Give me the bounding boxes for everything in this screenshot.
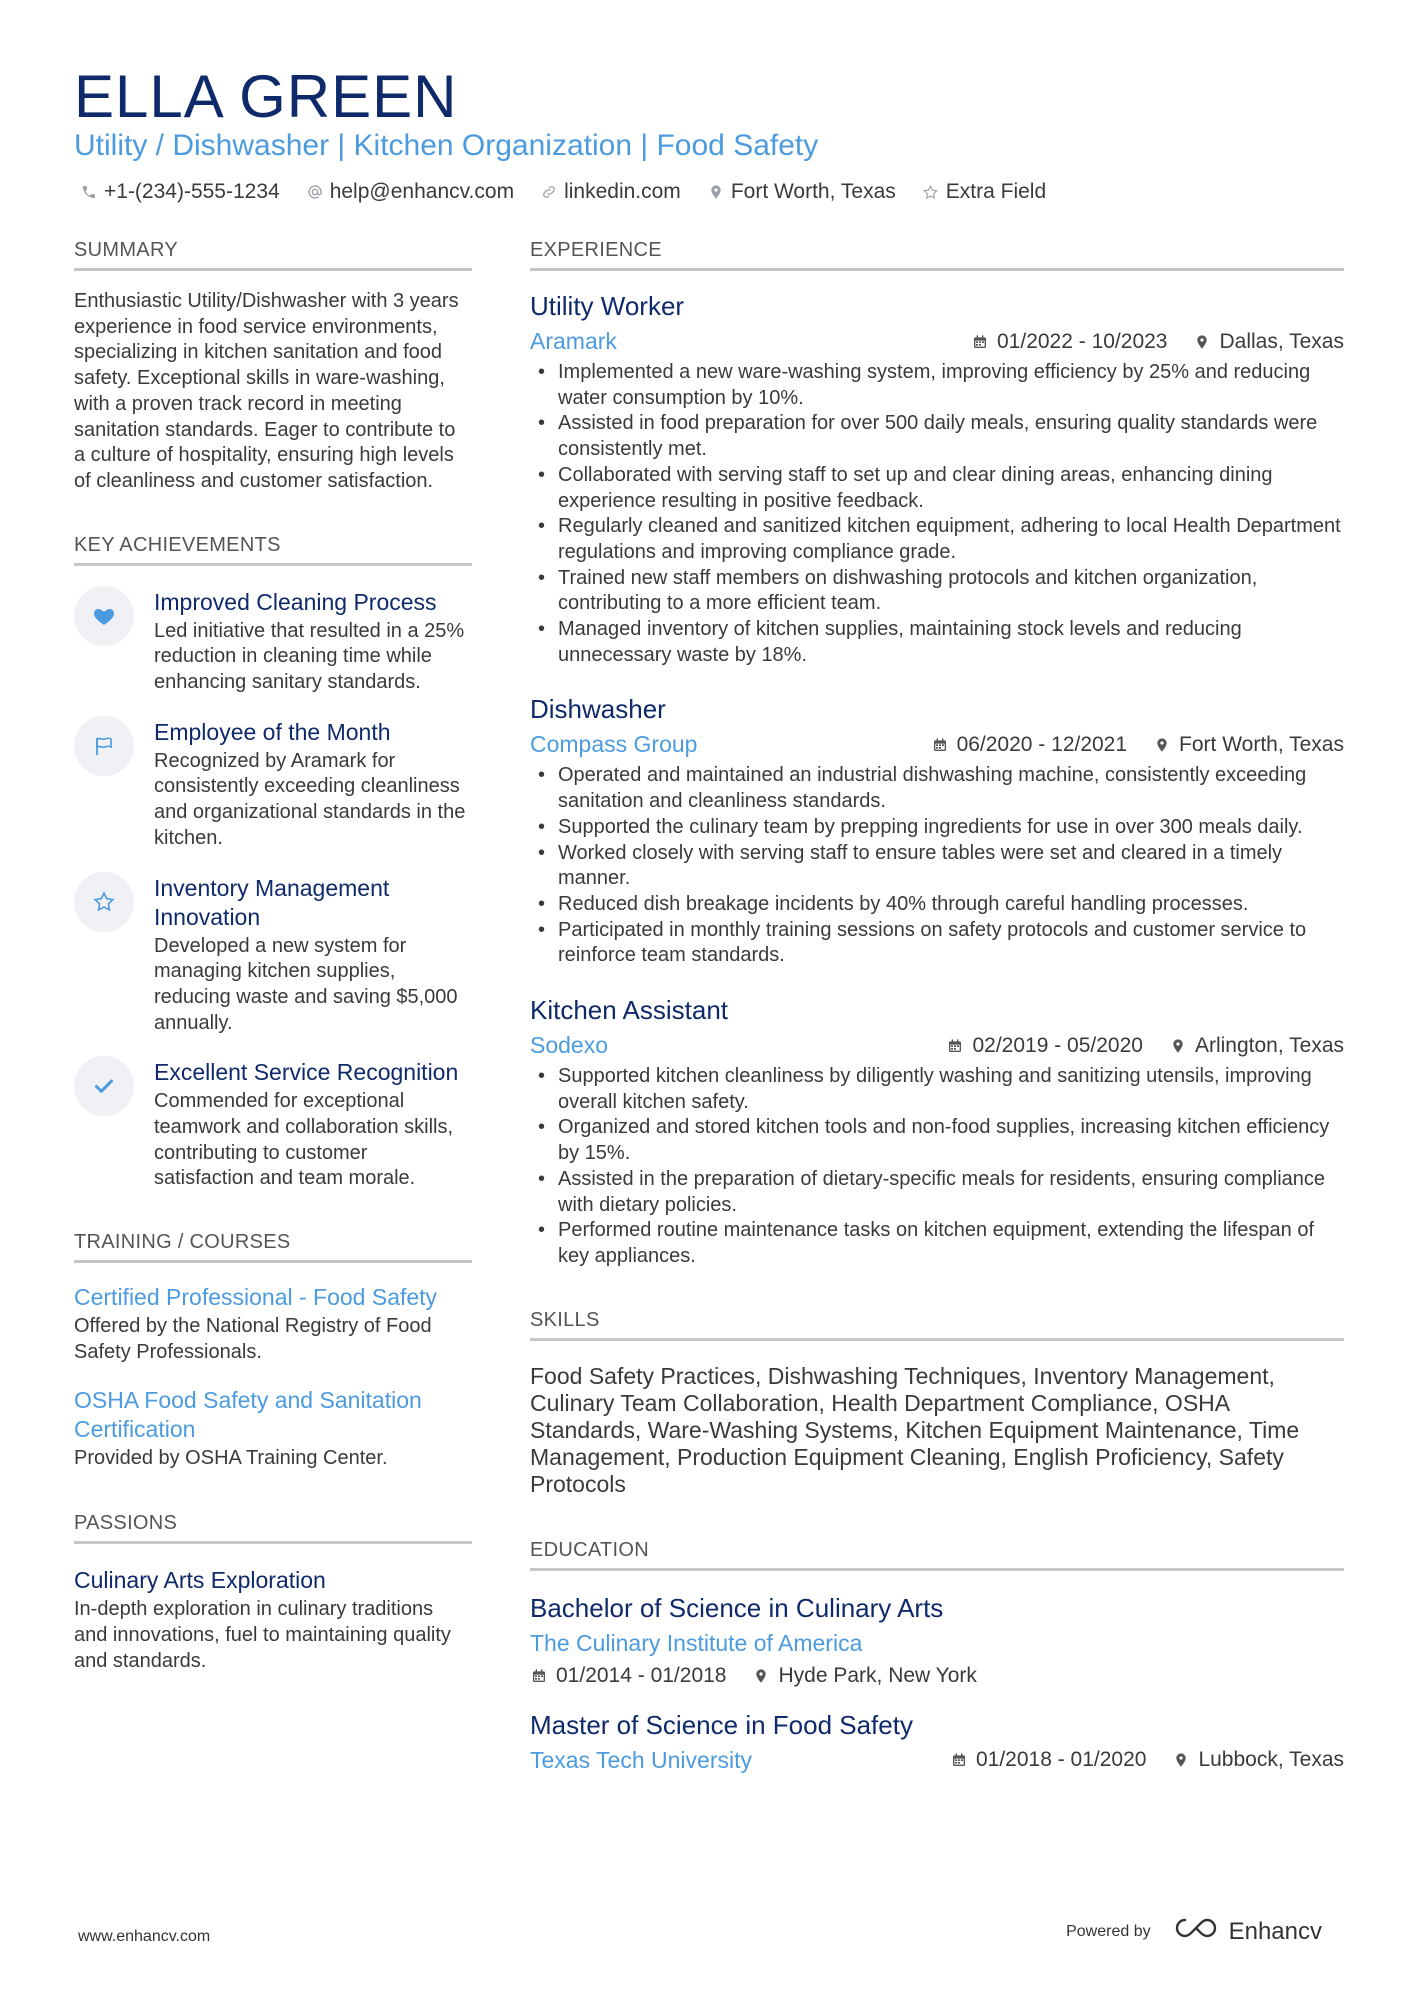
skills-heading: SKILLS bbox=[530, 1308, 1344, 1341]
training-heading: TRAINING / COURSES bbox=[74, 1230, 472, 1263]
achievement-item bbox=[74, 1058, 472, 1192]
left-column bbox=[74, 238, 472, 1674]
star-icon bbox=[922, 183, 940, 201]
calendar-icon bbox=[530, 1667, 548, 1685]
right-column bbox=[530, 238, 1344, 1775]
edu-dates: 01/2018 - 01/2020 bbox=[975, 1748, 1147, 1772]
job-bullets bbox=[530, 1064, 1344, 1270]
achievement-desc: Developed a new system for managing kitchen supplies, reducing waste and saving $5,000 annually. bbox=[154, 934, 458, 1034]
job-title: Kitchen Assistant bbox=[530, 995, 728, 1026]
edu-location: Hyde Park, New York bbox=[778, 1663, 977, 1687]
passions-section bbox=[74, 1511, 472, 1674]
skills-section bbox=[530, 1308, 1344, 1498]
education-entry bbox=[530, 1708, 1344, 1775]
course-title: OSHA Food Safety and Sanitation Certification bbox=[74, 1386, 422, 1442]
education-heading: EDUCATION bbox=[530, 1538, 1344, 1571]
achievement-title: Excellent Service Recognition bbox=[154, 1059, 459, 1086]
education-section bbox=[530, 1538, 1344, 1775]
bullet-item: • Implemented a new ware-washing system, improving efficiency by 25% and reducing water consumption by 10%. bbox=[530, 360, 1344, 411]
passion-desc: In-depth exploration in culinary traditions and innovations, fuel to maintaining quality and standards. bbox=[74, 1598, 451, 1672]
job-dates: 06/2020 - 12/2021 bbox=[956, 732, 1128, 756]
school-name: The Culinary Institute of America bbox=[530, 1629, 863, 1656]
passion-item bbox=[74, 1566, 472, 1674]
edu-location: Lubbock, Texas bbox=[1198, 1748, 1344, 1772]
course-title: Certified Professional - Food Safety bbox=[74, 1284, 438, 1311]
job-bullets bbox=[530, 360, 1344, 668]
brand-name: Enhancv bbox=[1228, 1917, 1322, 1945]
at-icon bbox=[306, 183, 324, 201]
company-name: Sodexo bbox=[530, 1032, 609, 1059]
bullet-item: • Supported kitchen cleanliness by diligently washing and sanitizing utensils, improving overall kitchen safety. bbox=[530, 1064, 1344, 1115]
passions-heading: PASSIONS bbox=[74, 1511, 472, 1544]
calendar-icon bbox=[931, 736, 949, 754]
location-pin-icon bbox=[1193, 333, 1211, 351]
passion-title: Culinary Arts Exploration bbox=[74, 1567, 326, 1594]
achievements-heading: KEY ACHIEVEMENTS bbox=[74, 533, 472, 566]
course-item bbox=[74, 1283, 472, 1365]
flag-icon bbox=[74, 716, 134, 776]
contact-email-text: help@enhancv.com bbox=[329, 180, 515, 203]
link-icon bbox=[540, 183, 558, 201]
course-desc: Offered by the National Registry of Food Safety Professionals. bbox=[74, 1315, 432, 1363]
job-entry bbox=[530, 993, 1344, 1270]
bullet-item: • Managed inventory of kitchen supplies, maintaining stock levels and reducing unnecessary waste by 18%. bbox=[530, 617, 1344, 668]
achievement-item bbox=[74, 588, 472, 696]
contact-linkedin-text: linkedin.com bbox=[564, 180, 681, 203]
brand-logo[interactable] bbox=[1173, 1916, 1322, 1947]
achievement-desc: Commended for exceptional teamwork and collaboration skills, contributing to customer satisfaction and team morale. bbox=[154, 1090, 454, 1190]
bullet-item: • Worked closely with serving staff to ensure tables were set and cleared in a timely manner. bbox=[530, 841, 1344, 892]
bullet-item: • Collaborated with serving staff to set up and clear dining areas, enhancing dining experience resulting in positive feedback. bbox=[530, 463, 1344, 514]
heart-icon bbox=[74, 586, 134, 646]
job-entry bbox=[530, 289, 1344, 668]
contact-email[interactable] bbox=[306, 178, 514, 206]
powered-by-label: Powered by bbox=[1066, 1922, 1151, 1940]
contact-bar bbox=[80, 178, 1046, 206]
location-pin-icon bbox=[752, 1667, 770, 1685]
achievement-title: Inventory Management Innovation bbox=[154, 874, 390, 930]
school-name: Texas Tech University bbox=[530, 1746, 752, 1773]
achievement-title: Improved Cleaning Process bbox=[154, 588, 437, 615]
bullet-item: • Participated in monthly training sessions on safety protocols and customer service to reinforce team standards. bbox=[530, 918, 1344, 969]
job-title: Utility Worker bbox=[530, 291, 685, 321]
experience-section bbox=[530, 238, 1344, 1270]
bullet-item: • Supported the culinary team by prepping ingredients for use in over 300 meals daily. bbox=[530, 815, 1344, 841]
skills-text: Food Safety Practices, Dishwashing Techniques, Inventory Management, Culinary Team Collaboration, Health Department Compliance, OSHA Standards, Ware-Washing Systems, Kitchen Equipment Maintenance, Time Management, Production Equipment Cleaning, English Proficiency, Safety Protocols bbox=[530, 1362, 1300, 1497]
calendar-icon bbox=[946, 1037, 964, 1055]
contact-phone-text: +1-(234)-555-1234 bbox=[104, 180, 280, 203]
bullet-item: • Organized and stored kitchen tools and non-food supplies, increasing kitchen efficiency by 15%. bbox=[530, 1115, 1344, 1166]
headline: Utility / Dishwasher | Kitchen Organization | Food Safety bbox=[74, 129, 819, 162]
bullet-item: • Operated and maintained an industrial dishwashing machine, consistently exceeding sanitation and cleanliness standards. bbox=[530, 763, 1344, 814]
bullet-item: • Reduced dish breakage incidents by 40% through careful handling processes. bbox=[530, 892, 1344, 918]
job-location: Dallas, Texas bbox=[1219, 329, 1344, 353]
achievement-desc: Led initiative that resulted in a 25% reduction in cleaning time while enhancing sanitary standards. bbox=[154, 619, 465, 694]
contact-linkedin[interactable] bbox=[540, 178, 681, 206]
job-dates: 02/2019 - 05/2020 bbox=[972, 1033, 1143, 1057]
contact-extra-text: Extra Field bbox=[945, 180, 1047, 203]
achievement-desc: Recognized by Aramark for consistently exceeding cleanliness and organizational standards in the kitchen. bbox=[154, 749, 466, 849]
phone-icon bbox=[80, 183, 98, 201]
location-pin-icon bbox=[1169, 1037, 1187, 1055]
infinity-logo-icon bbox=[1173, 1916, 1219, 1947]
education-entry bbox=[530, 1591, 1344, 1688]
job-title: Dishwasher bbox=[530, 694, 666, 725]
job-bullets bbox=[530, 763, 1344, 969]
candidate-name: ELLA GREEN bbox=[74, 63, 458, 130]
contact-location bbox=[707, 178, 896, 206]
checkmark-icon bbox=[74, 1056, 134, 1116]
achievement-item bbox=[74, 718, 472, 852]
bullet-item: • Trained new staff members on dishwashing protocols and kitchen organization, contributing to a more efficient team. bbox=[530, 566, 1344, 617]
company-name: Compass Group bbox=[530, 731, 698, 758]
job-dates: 01/2022 - 10/2023 bbox=[997, 329, 1168, 353]
location-pin-icon bbox=[1153, 736, 1171, 754]
job-entry bbox=[530, 692, 1344, 969]
degree-title: Master of Science in Food Safety bbox=[530, 1709, 913, 1740]
achievements-section bbox=[74, 533, 472, 1193]
summary-text: Enthusiastic Utility/Dishwasher with 3 years experience in food service environments, specializing in kitchen sanitation and food safety. Exceptional skills in ware-washing, with a proven track record in meeting sanitation standards. Eager to contribute to a culture of hospitality, ensuring high levels of cleanliness and customer satisfaction. bbox=[74, 290, 459, 492]
calendar-icon bbox=[950, 1751, 968, 1769]
job-location: Fort Worth, Texas bbox=[1179, 732, 1344, 756]
job-location: Arlington, Texas bbox=[1194, 1033, 1344, 1057]
summary-heading: SUMMARY bbox=[74, 238, 472, 271]
edu-dates: 01/2014 - 01/2018 bbox=[556, 1663, 727, 1687]
bullet-item: • Performed routine maintenance tasks on kitchen equipment, extending the lifespan of key appliances. bbox=[530, 1218, 1344, 1269]
experience-heading: EXPERIENCE bbox=[530, 238, 1344, 271]
course-item bbox=[74, 1386, 472, 1472]
contact-location-text: Fort Worth, Texas bbox=[730, 180, 896, 203]
course-desc: Provided by OSHA Training Center. bbox=[74, 1446, 388, 1469]
bullet-item: • Assisted in food preparation for over 500 daily meals, ensuring quality standards were consistently met. bbox=[530, 411, 1344, 462]
footer-website[interactable]: www.enhancv.com bbox=[78, 1928, 211, 1945]
company-name: Aramark bbox=[530, 328, 617, 354]
summary-section bbox=[74, 238, 472, 495]
contact-extra bbox=[922, 178, 1046, 206]
star-icon bbox=[74, 872, 134, 932]
degree-title: Bachelor of Science in Culinary Arts bbox=[530, 1592, 944, 1623]
location-pin-icon bbox=[707, 183, 725, 201]
achievement-title: Employee of the Month bbox=[154, 718, 391, 745]
bullet-item: • Regularly cleaned and sanitized kitchen equipment, adhering to local Health Department regulations and improving compliance grade. bbox=[530, 514, 1344, 565]
location-pin-icon bbox=[1172, 1751, 1190, 1769]
contact-phone[interactable] bbox=[80, 178, 280, 206]
achievement-item bbox=[74, 874, 472, 1037]
training-section bbox=[74, 1230, 472, 1471]
bullet-item: • Assisted in the preparation of dietary-specific meals for residents, ensuring compliance with dietary policies. bbox=[530, 1167, 1344, 1218]
calendar-icon bbox=[971, 333, 989, 351]
footer-branding bbox=[1066, 1916, 1322, 1947]
